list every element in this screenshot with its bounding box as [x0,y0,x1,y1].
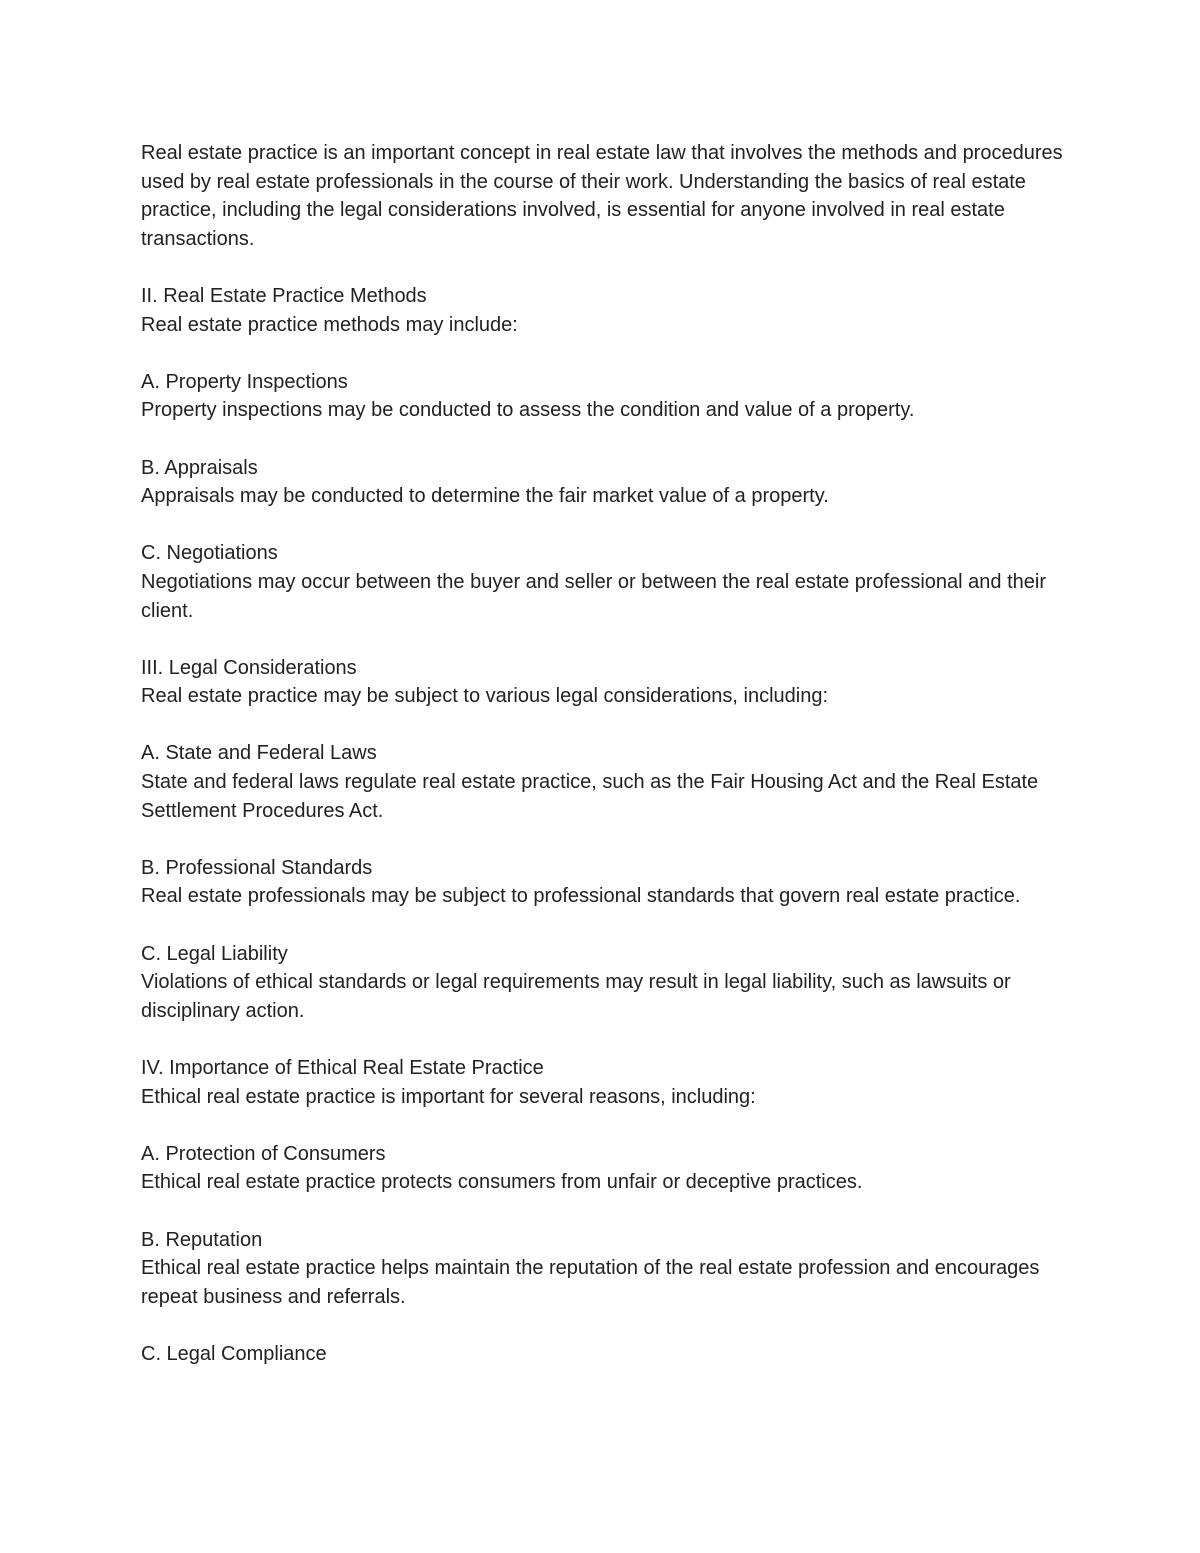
subsection-heading: B. Reputation [141,1228,263,1251]
section-lead: Ethical real estate practice is important for several reasons, including: [141,1085,756,1108]
paragraph-gap [141,1197,1071,1226]
document-body [141,139,1071,1369]
paragraph-gap [141,511,1071,540]
subsection-text: Ethical real estate practice helps maintain the reputation of the real estate profession and encourages repeat business and referrals. [141,1257,1045,1308]
subsection-heading: C. Negotiations [141,542,278,565]
paragraph-gap [141,825,1071,854]
section-lead: Real estate practice methods may include: [141,313,518,336]
subsection-heading: B. Professional Standards [141,856,373,879]
subsection-text: Ethical real estate practice protects consumers from unfair or deceptive practices. [141,1171,863,1194]
paragraph-gap [141,1111,1071,1140]
section-heading: II. Real Estate Practice Methods [141,284,427,307]
subsection-text: Negotiations may occur between the buyer and seller or between the real estate professional and their client. [141,570,1052,622]
section-lead: Real estate practice may be subject to various legal considerations, including: [141,685,829,708]
subsection-text: Appraisals may be conducted to determine the fair market value of a property. [141,485,829,508]
section-heading: IV. Importance of Ethical Real Estate Practice [141,1057,544,1079]
subsection-text: State and federal laws regulate real estate practice, such as the Fair Housing Act and the Real Estate Settlement Procedures Act. [141,771,1044,822]
paragraph-gap [141,339,1071,368]
paragraph-gap [141,425,1071,454]
subsection-heading: C. Legal Liability [141,942,288,965]
paragraph-gap [141,1311,1071,1340]
paragraph-gap [141,1025,1071,1054]
subsection-text: Property inspections may be conducted to assess the condition and value of a property. [141,399,915,422]
paragraph-gap [141,253,1071,282]
subsection-heading: A. Property Inspections [141,370,348,393]
section-heading: III. Legal Considerations [141,656,357,679]
paragraph-gap [141,711,1071,740]
paragraph-gap [141,625,1071,654]
paragraph-gap [141,911,1071,940]
subsection-heading: A. State and Federal Laws [141,742,377,765]
intro-paragraph: Real estate practice is an important concept in real estate law that involves the methods and procedures used by real estate professionals in the course of their work. Understanding the basics of real estate practice, including the legal considerations involved, is essential for anyone involved in real estate transactions. [141,142,1069,250]
subsection-heading: A. Protection of Consumers [141,1142,386,1165]
subsection-text: Violations of ethical standards or legal requirements may result in legal liability, such as lawsuits or disciplinary action. [141,971,1017,1022]
subsection-heading: C. Legal Compliance [141,1342,327,1365]
subsection-text: Real estate professionals may be subject to professional standards that govern real estate practice. [141,885,1021,908]
subsection-heading: B. Appraisals [141,456,258,479]
